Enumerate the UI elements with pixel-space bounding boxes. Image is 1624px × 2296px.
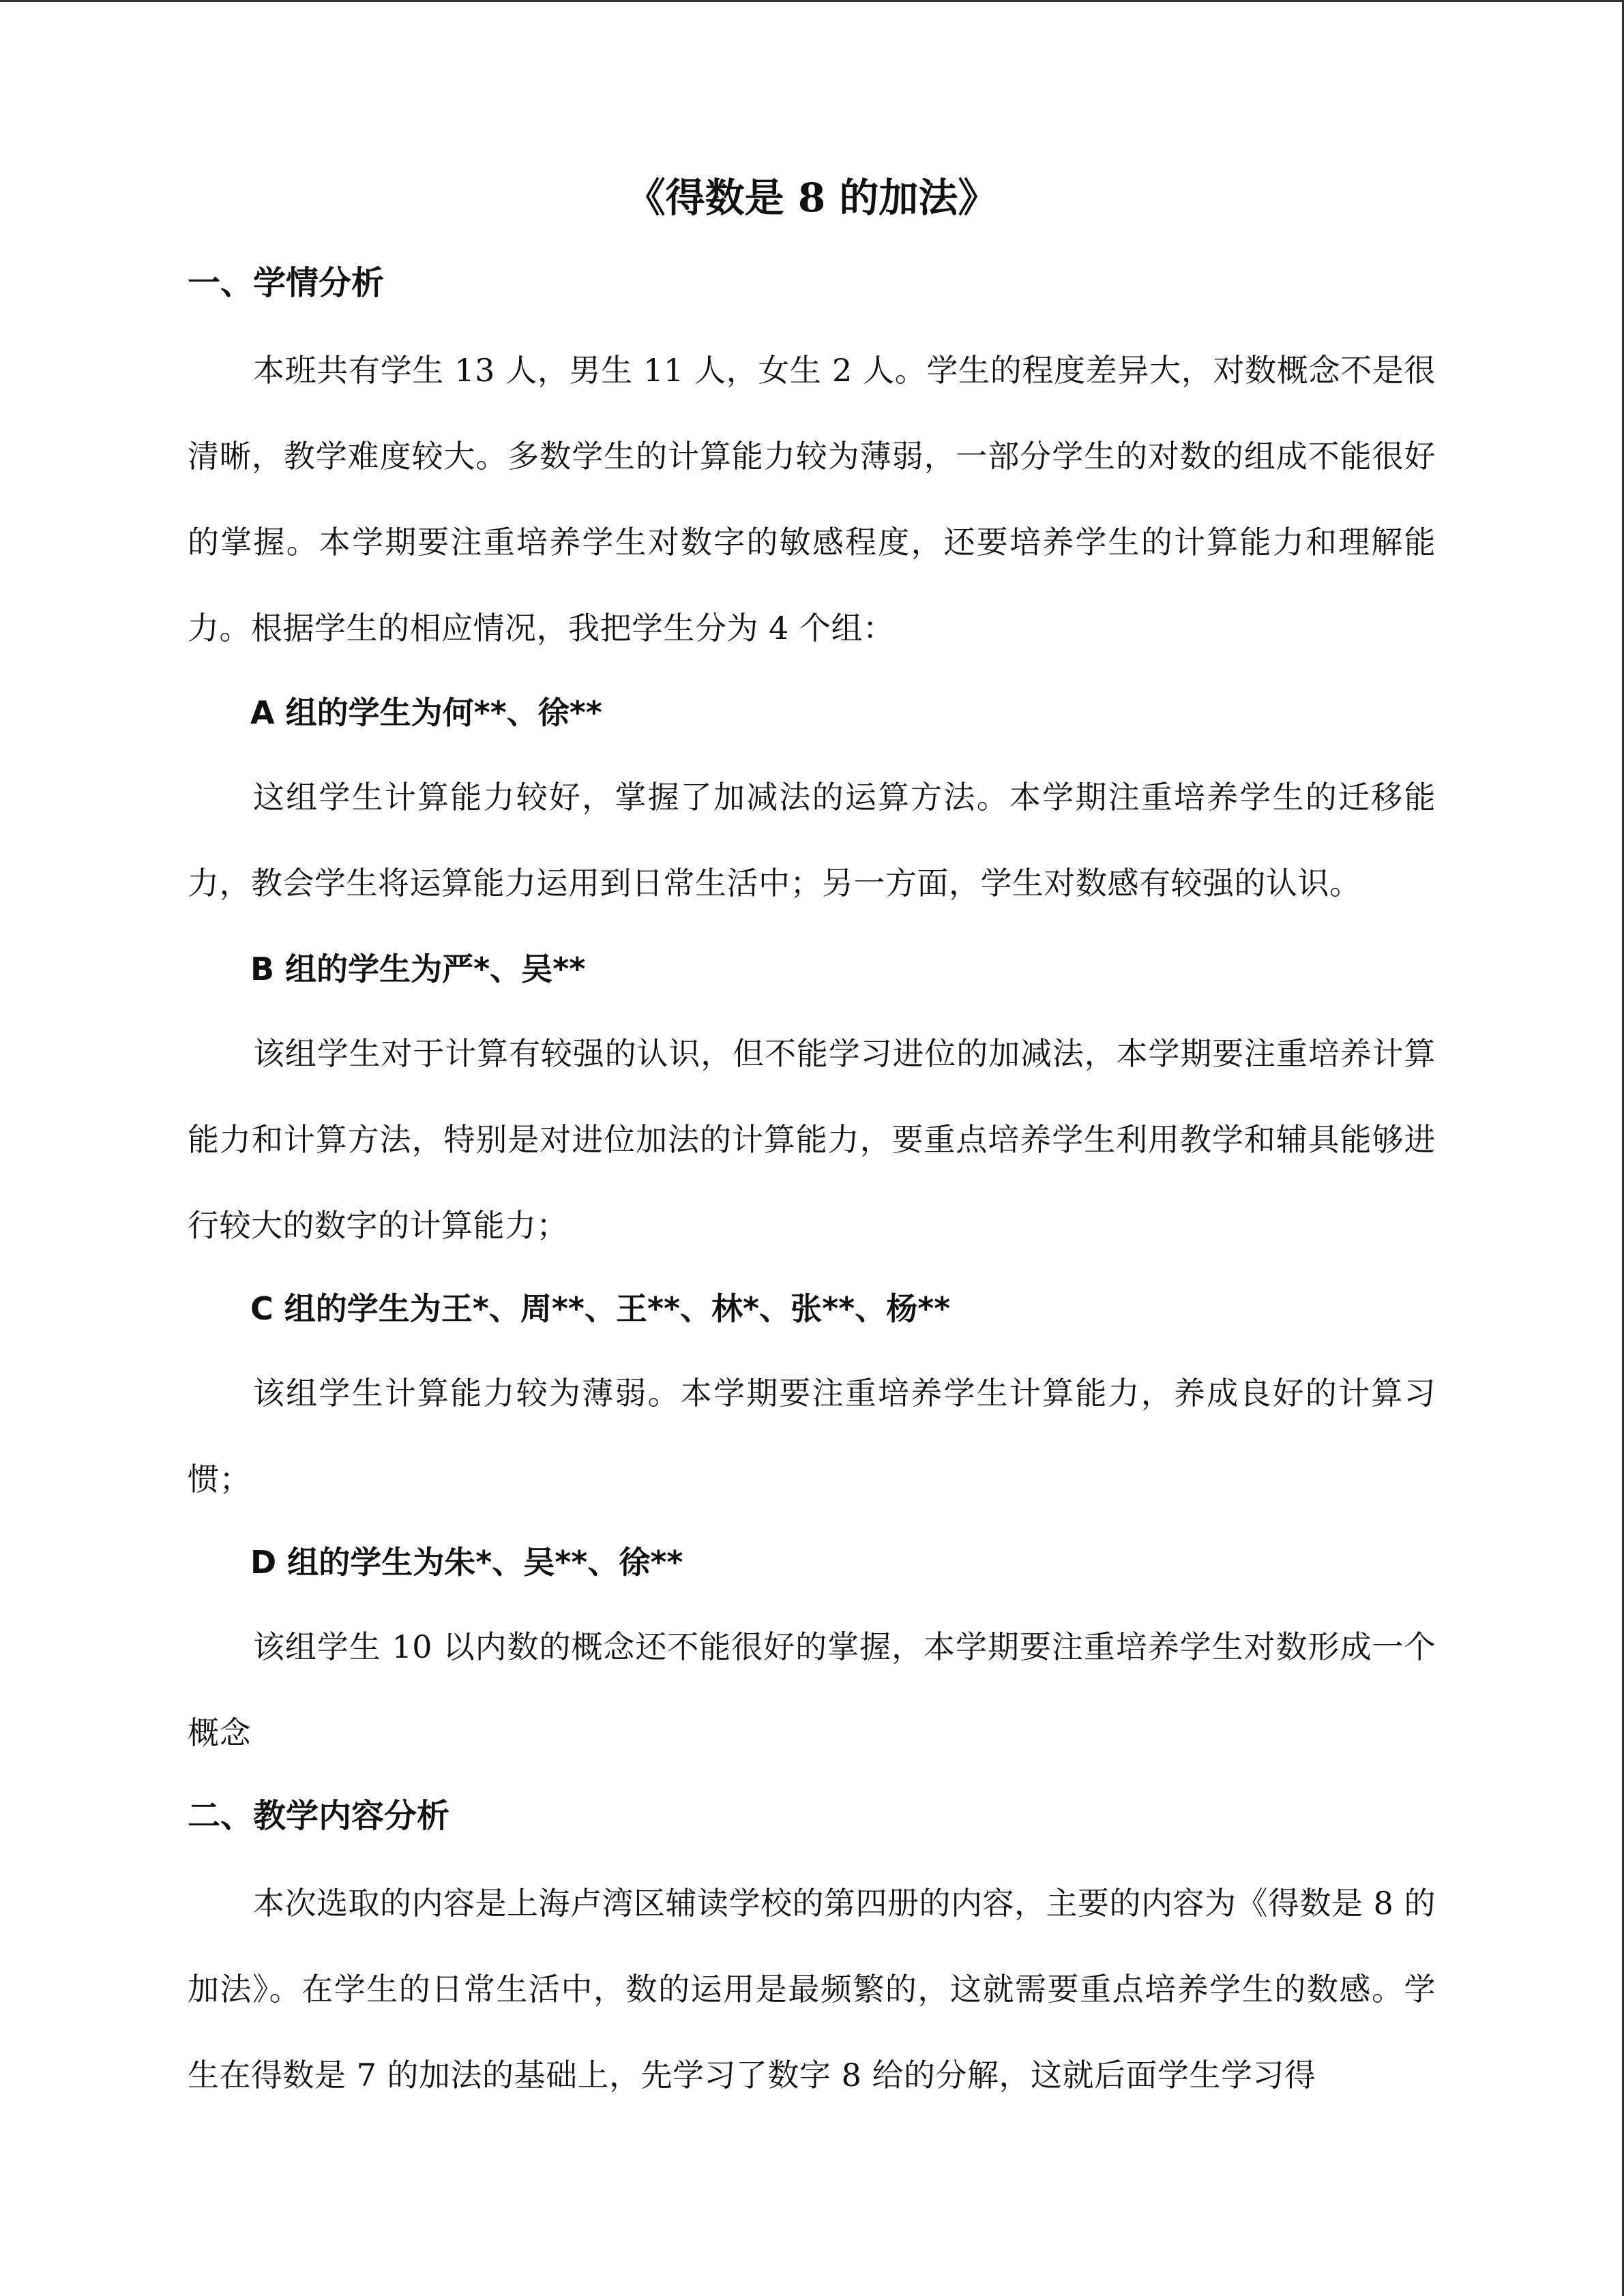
- section-heading-content-analysis: 二、教学内容分析: [188, 1797, 450, 1835]
- group-heading-c: C 组的学生为王*、周**、王**、林*、张**、杨**: [250, 1290, 951, 1327]
- paragraph-group-c: 该组学生计算能力较为薄弱。本学期要注重培养学生计算能力，养成良好的计算习惯；: [188, 1375, 1436, 1497]
- group-heading-d: D 组的学生为朱*、吴**、徐**: [250, 1544, 683, 1581]
- paragraph-group-a: 这组学生计算能力较好，掌握了加减法的运算方法。本学期注重培养学生的迁移能力，教会学生将运算能力运用到日常生活中；另一方面，学生对数感有较强的认识。: [188, 779, 1436, 901]
- document-title: 《得数是 8 的加法》: [625, 175, 998, 221]
- paragraph-content-analysis: 本次选取的内容是上海卢湾区辅读学校的第四册的内容，主要的内容为《得数是 8 的加法》。在学生的日常生活中，数的运用是最频繁的，这就需要重点培养学生的数感。学生在得数是 7 的加法的基础上，先学习了数字 8 给的分解，这就后面学生学习得: [188, 1885, 1436, 2093]
- paragraph-group-d: 该组学生 10 以内数的概念还不能很好的掌握，本学期要注重培养学生对数形成一个概念: [188, 1628, 1436, 1751]
- paragraph-class-overview: 本班共有学生 13 人，男生 11 人，女生 2 人。学生的程度差异大，对数概念不是很清晰，教学难度较大。多数学生的计算能力较为薄弱，一部分学生的对数的组成不能很好的掌握。本学期要注重培养学生对数字的敏感程度，还要培养学生的计算能力和理解能力。根据学生的相应情况，我把学生分为 4 个组：: [188, 352, 1436, 646]
- group-heading-a: A 组的学生为何**、徐**: [250, 694, 602, 731]
- group-heading-b: B 组的学生为严*、吴**: [250, 951, 586, 987]
- section-heading-learner-analysis: 一、学情分析: [188, 264, 385, 302]
- paragraph-group-b: 该组学生对于计算有较强的认识，但不能学习进位的加减法，本学期要注重培养计算能力和计算方法，特别是对进位加法的计算能力，要重点培养学生利用教学和辅具能够进行较大的数字的计算能力；: [188, 1035, 1436, 1244]
